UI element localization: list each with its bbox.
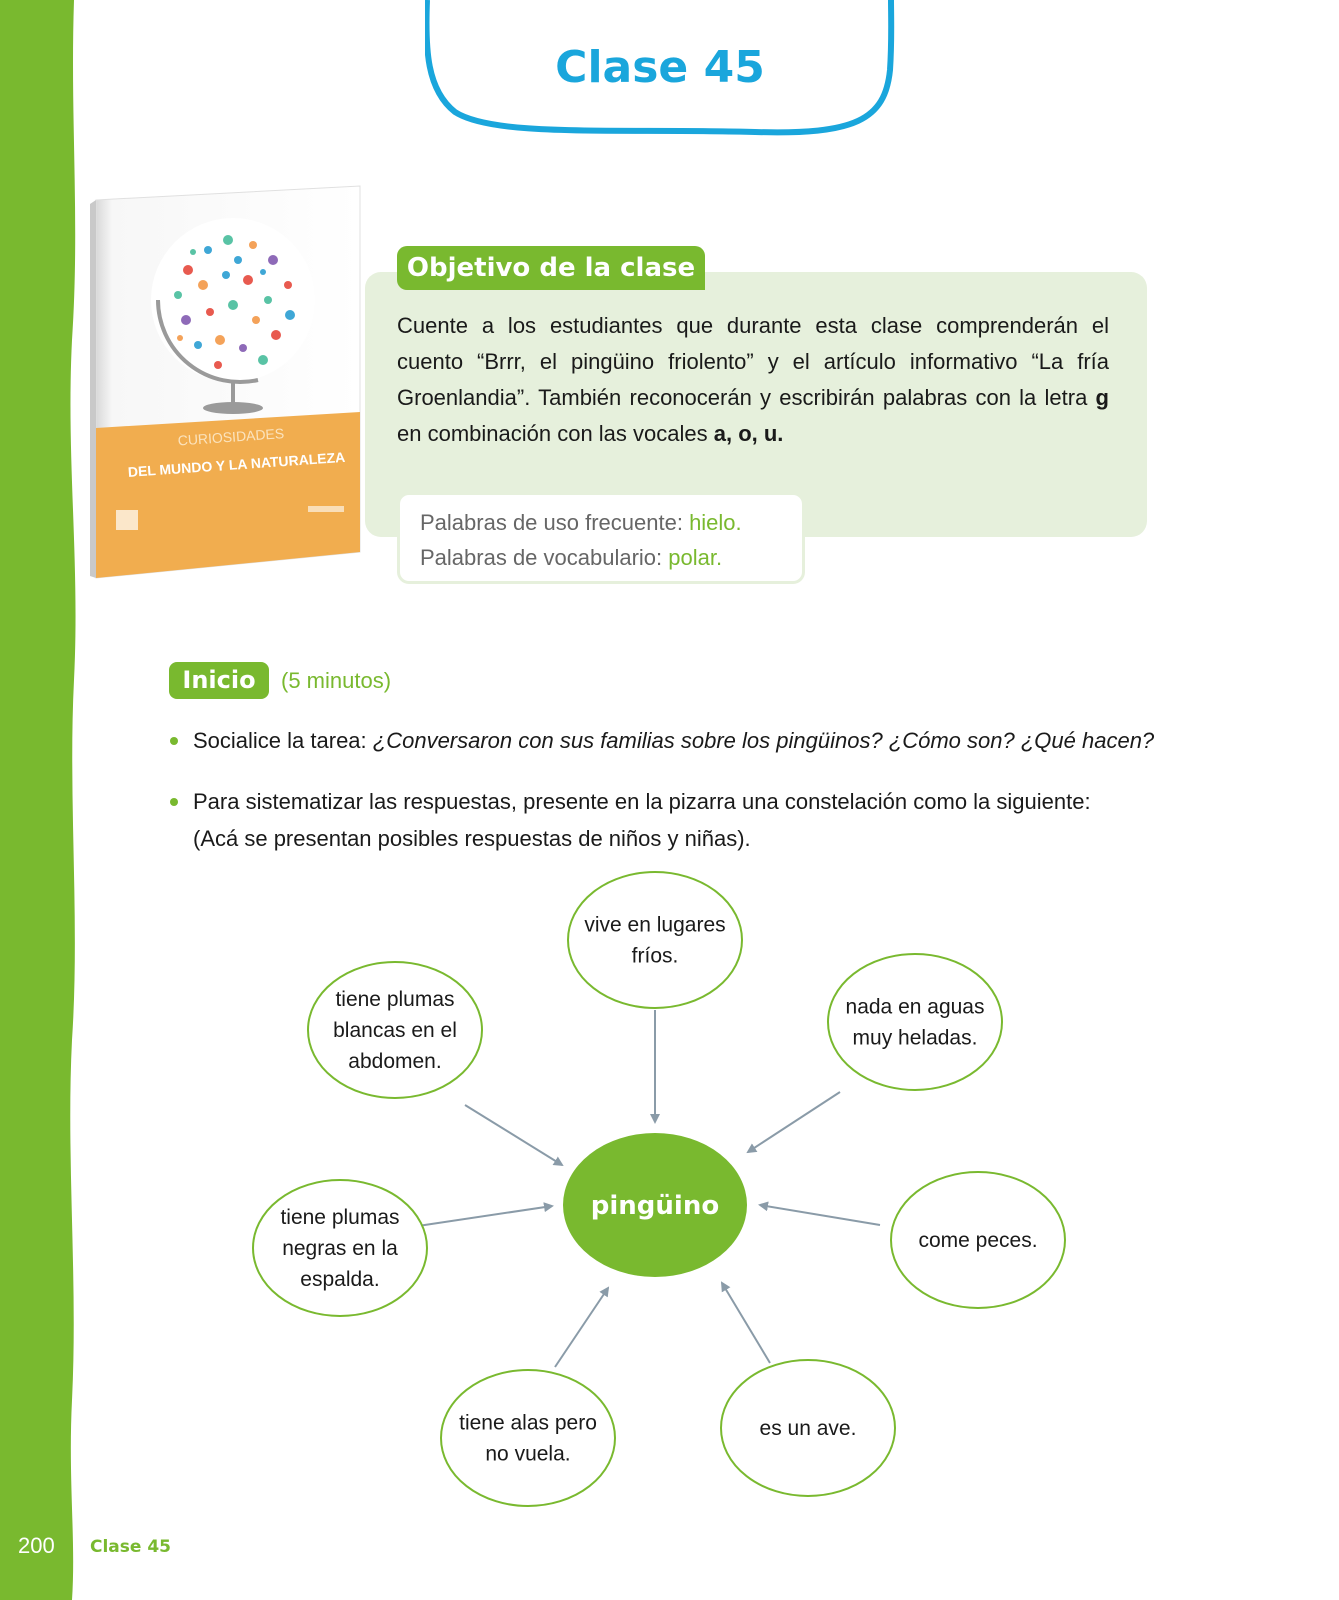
concept-node-text: muy heladas. xyxy=(852,1026,978,1050)
connector-arrow xyxy=(760,1205,880,1225)
footer-label: Clase 45 xyxy=(90,1537,171,1557)
center-node-label: pingüino xyxy=(590,1191,720,1221)
class-title-badge xyxy=(425,0,895,140)
concept-node xyxy=(308,962,482,1098)
book-title-line1: CURIOSIDADES xyxy=(177,425,285,449)
concept-node xyxy=(828,954,1002,1090)
bullet-dot xyxy=(170,798,178,806)
concept-node-text: no vuela. xyxy=(485,1442,571,1466)
vocabulary-box xyxy=(397,492,805,584)
vocabulary-words-line: Palabras de vocabulario: polar. xyxy=(420,545,723,570)
connector-arrow xyxy=(465,1105,562,1165)
concept-node-text: tiene plumas xyxy=(335,988,455,1011)
bullet-item: Socialice la tarea: ¿Conversaron con sus familias sobre los pingüinos? ¿Cómo son? ¿Qué hacen? xyxy=(170,722,1170,759)
concept-node-text: blancas en el xyxy=(333,1019,457,1042)
inicio-tab: Inicio xyxy=(169,662,269,699)
concept-node-text: espalda. xyxy=(300,1268,380,1291)
concept-node-text: es un ave. xyxy=(759,1417,857,1440)
concept-node xyxy=(253,1180,427,1316)
connector-arrow xyxy=(748,1092,840,1152)
concept-node-text: come peces. xyxy=(918,1229,1038,1252)
concept-node-text: tiene alas pero xyxy=(459,1411,597,1435)
page-number: 200 xyxy=(18,1533,55,1558)
connector-arrow xyxy=(722,1283,770,1363)
concept-node-text: tiene plumas xyxy=(280,1206,400,1229)
concept-node-text: negras en la xyxy=(282,1237,398,1260)
objective-text: Cuente a los estudiantes que durante esta clase comprenderán el cuento “Brrr, el pingüino friolento” y el artículo informativo “La fría Groenlandia”. También reconocerán y escribirán palabras con la letra g en combinación con las vocales a, o, u. xyxy=(397,313,1109,446)
concept-node xyxy=(441,1370,615,1506)
bullet-item: Para sistematizar las respuestas, presente en la pizarra una constelación como la siguiente: (Acá se presentan posibles respuestas de niños y niñas). xyxy=(170,783,1170,857)
concept-node-text: fríos. xyxy=(631,944,679,968)
connector-arrow xyxy=(555,1288,608,1367)
concept-node-ellipse xyxy=(441,1370,615,1506)
concept-node-ellipse xyxy=(568,872,742,1008)
bullet-dot xyxy=(170,737,178,745)
concept-node-text: vive en lugares xyxy=(584,913,726,937)
concept-node xyxy=(891,1172,1065,1308)
book-title-line2: DEL MUNDO Y LA NATURALEZA xyxy=(127,448,346,480)
concept-node-text: nada en aguas xyxy=(845,995,985,1019)
concept-node-ellipse xyxy=(828,954,1002,1090)
concept-map xyxy=(240,870,1080,1520)
inicio-duration: (5 minutos) xyxy=(281,668,392,693)
book-cover-image xyxy=(68,180,368,610)
concept-node xyxy=(568,872,742,1008)
page-title: Clase 45 xyxy=(555,42,765,93)
concept-node-text: abdomen. xyxy=(348,1050,442,1073)
concept-node xyxy=(721,1360,895,1496)
objective-tab: Objetivo de la clase xyxy=(397,246,705,290)
connector-arrow xyxy=(418,1206,552,1226)
frequent-words-line: Palabras de uso frecuente: hielo. xyxy=(420,510,742,535)
